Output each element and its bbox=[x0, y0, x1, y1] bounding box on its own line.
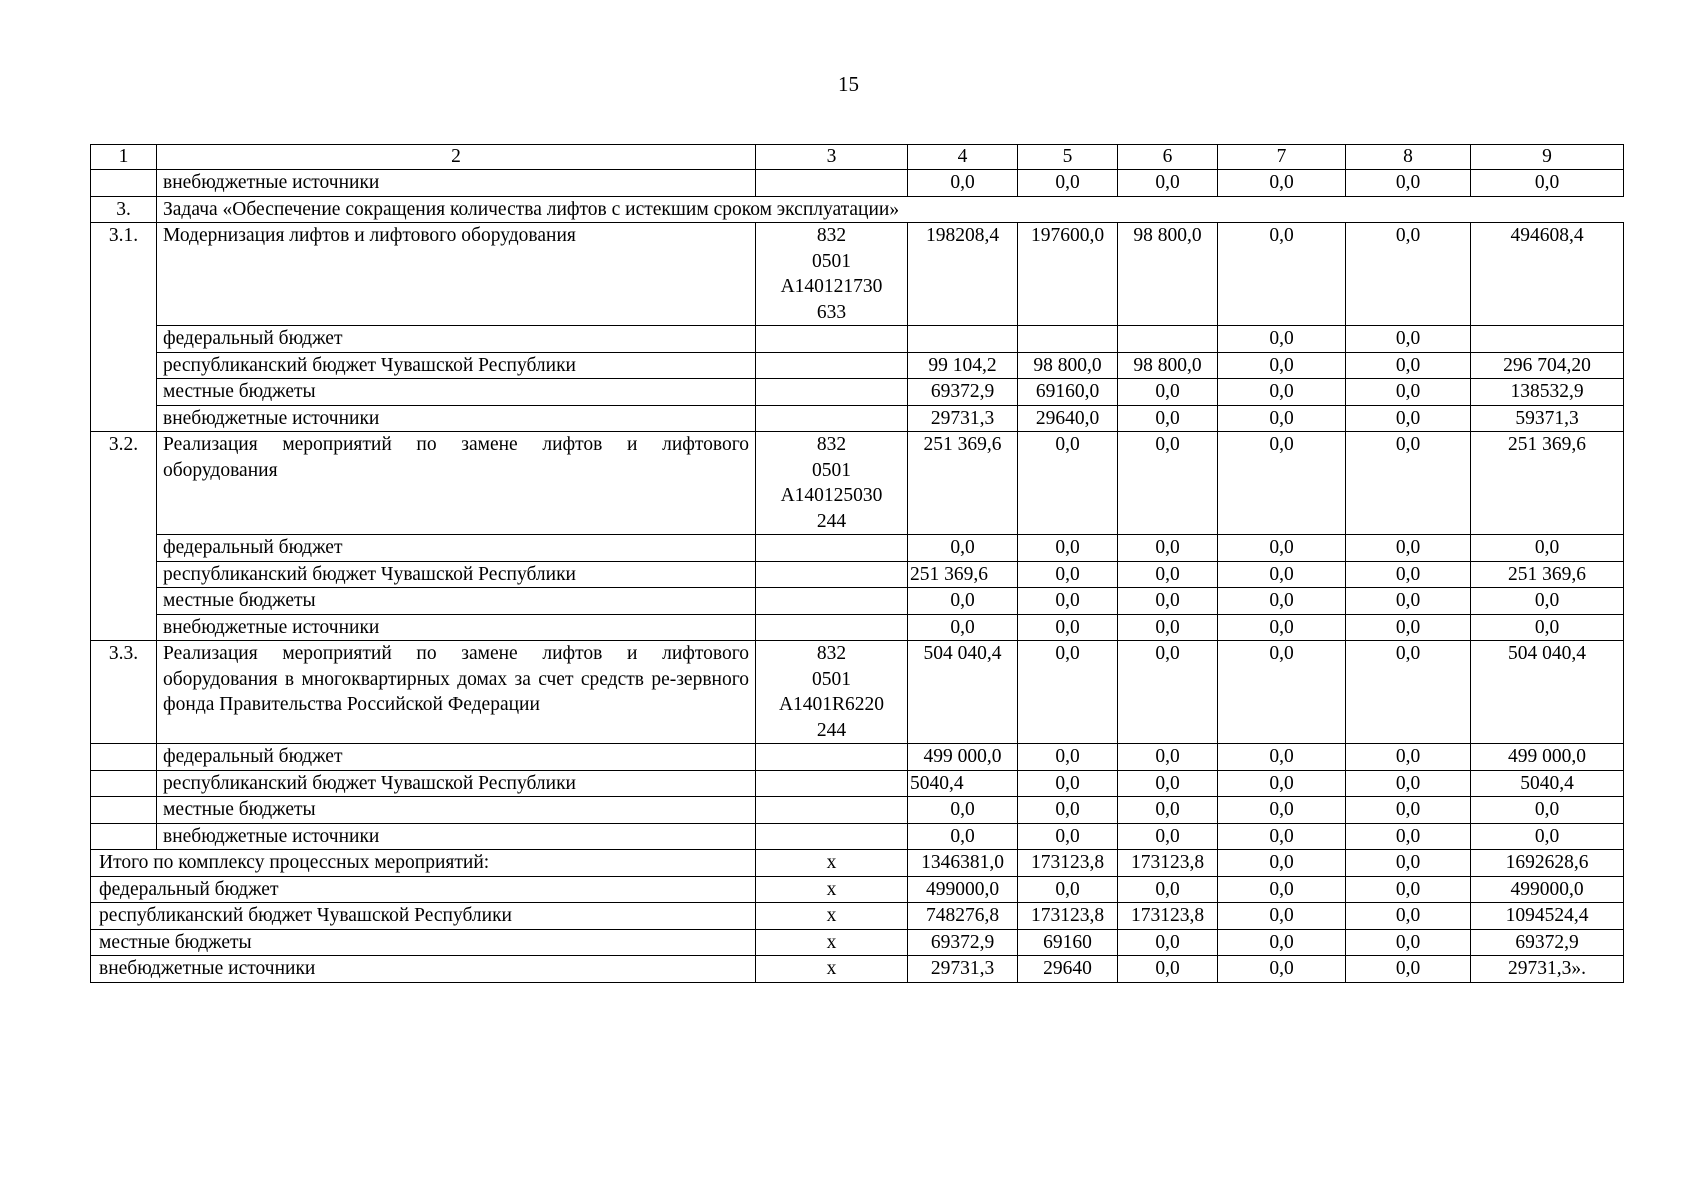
value-cell: 0,0 bbox=[1218, 929, 1346, 956]
value-cell: 0,0 bbox=[1018, 588, 1118, 615]
code-cell bbox=[756, 614, 908, 641]
value-cell: 0,0 bbox=[1118, 770, 1218, 797]
value-cell: 296 704,20 bbox=[1471, 352, 1624, 379]
value-cell: 0,0 bbox=[908, 614, 1018, 641]
value-cell: 0,0 bbox=[1218, 797, 1346, 824]
value-cell: 0,0 bbox=[1346, 326, 1471, 353]
value-cell: 0,0 bbox=[1118, 379, 1218, 406]
value-cell: 0,0 bbox=[908, 170, 1018, 197]
value-cell: 1094524,4 bbox=[1471, 903, 1624, 930]
task-title: Задача «Обеспечение сокращения количества лифтов с истекшим сроком эксплуатации» bbox=[157, 196, 1624, 223]
label-cell: местные бюджеты bbox=[157, 379, 756, 406]
value-cell: 29640 bbox=[1018, 956, 1118, 983]
label-cell: республиканский бюджет Чувашской Республики bbox=[157, 561, 756, 588]
value-cell: 173123,8 bbox=[1018, 850, 1118, 877]
value-cell: 0,0 bbox=[1346, 614, 1471, 641]
value-cell: 0,0 bbox=[1118, 535, 1218, 562]
value-cell: 0,0 bbox=[1018, 744, 1118, 771]
header-row bbox=[91, 145, 1624, 170]
value-cell: 0,0 bbox=[1346, 432, 1471, 535]
code-cell: х bbox=[756, 876, 908, 903]
value-cell: 251 369,6 bbox=[1471, 432, 1624, 535]
value-cell: 0,0 bbox=[1118, 956, 1218, 983]
value-cell: 0,0 bbox=[1471, 535, 1624, 562]
value-cell: 499 000,0 bbox=[1471, 744, 1624, 771]
value-cell bbox=[1018, 326, 1118, 353]
value-cell: 499 000,0 bbox=[908, 744, 1018, 771]
value-cell: 138532,9 bbox=[1471, 379, 1624, 406]
value-cell: 0,0 bbox=[1018, 641, 1118, 744]
code-cell: х bbox=[756, 903, 908, 930]
value-cell: 0,0 bbox=[1218, 850, 1346, 877]
label-cell: республиканский бюджет Чувашской Республики bbox=[157, 770, 756, 797]
table-row bbox=[91, 588, 1624, 615]
code-cell bbox=[756, 744, 908, 771]
value-cell: 69160 bbox=[1018, 929, 1118, 956]
header-cell: 7 bbox=[1218, 145, 1346, 170]
value-cell: 0,0 bbox=[1346, 876, 1471, 903]
measure-row bbox=[91, 641, 1624, 744]
header-cell: 3 bbox=[756, 145, 908, 170]
value-cell: 0,0 bbox=[1471, 588, 1624, 615]
value-cell: 499000,0 bbox=[1471, 876, 1624, 903]
num-cell bbox=[91, 797, 157, 824]
value-cell: 0,0 bbox=[1218, 405, 1346, 432]
value-cell: 0,0 bbox=[908, 535, 1018, 562]
value-cell: 198208,4 bbox=[908, 223, 1018, 326]
code-cell bbox=[756, 405, 908, 432]
label-cell: республиканский бюджет Чувашской Республики bbox=[157, 352, 756, 379]
value-cell: 0,0 bbox=[1218, 535, 1346, 562]
value-cell: 0,0 bbox=[1018, 823, 1118, 850]
value-cell: 0,0 bbox=[908, 823, 1018, 850]
value-cell: 0,0 bbox=[1118, 641, 1218, 744]
value-cell: 173123,8 bbox=[1018, 903, 1118, 930]
value-cell: 59371,3 bbox=[1471, 405, 1624, 432]
value-cell: 98 800,0 bbox=[1018, 352, 1118, 379]
code-cell bbox=[756, 326, 908, 353]
value-cell: 5040,4 bbox=[908, 770, 1018, 797]
measure-title: Реализация мероприятий по замене лифтов и лифтового оборудования bbox=[157, 432, 756, 535]
num-cell: 3. bbox=[91, 196, 157, 223]
value-cell: 0,0 bbox=[1346, 223, 1471, 326]
value-cell: 0,0 bbox=[1218, 352, 1346, 379]
value-cell: 0,0 bbox=[1346, 956, 1471, 983]
header-cell: 9 bbox=[1471, 145, 1624, 170]
label-cell: местные бюджеты bbox=[157, 797, 756, 824]
table-row bbox=[91, 326, 1624, 353]
num-cell bbox=[91, 170, 157, 197]
num-cell: 3.2. bbox=[91, 432, 157, 641]
code-cell bbox=[756, 535, 908, 562]
value-cell: 69372,9 bbox=[908, 929, 1018, 956]
value-cell: 29731,3 bbox=[908, 405, 1018, 432]
value-cell: 0,0 bbox=[1346, 850, 1471, 877]
table-row bbox=[91, 614, 1624, 641]
code-cell: х bbox=[756, 929, 908, 956]
value-cell: 0,0 bbox=[1346, 405, 1471, 432]
value-cell: 0,0 bbox=[1218, 588, 1346, 615]
value-cell bbox=[1471, 326, 1624, 353]
total-label: местные бюджеты bbox=[91, 929, 756, 956]
value-cell: 5040,4 bbox=[1471, 770, 1624, 797]
value-cell: 0,0 bbox=[1346, 561, 1471, 588]
label-cell: внебюджетные источники bbox=[157, 405, 756, 432]
value-cell: 0,0 bbox=[1018, 561, 1118, 588]
value-cell: 0,0 bbox=[1346, 797, 1471, 824]
value-cell: 98 800,0 bbox=[1118, 223, 1218, 326]
num-cell: 3.1. bbox=[91, 223, 157, 432]
value-cell: 0,0 bbox=[1018, 876, 1118, 903]
total-row bbox=[91, 876, 1624, 903]
label-cell: внебюджетные источники bbox=[157, 170, 756, 197]
total-row bbox=[91, 956, 1624, 983]
value-cell bbox=[1118, 326, 1218, 353]
code-cell: 832 0501 А1401R6220 244 bbox=[756, 641, 908, 744]
value-cell: 197600,0 bbox=[1018, 223, 1118, 326]
num-cell bbox=[91, 770, 157, 797]
total-label: республиканский бюджет Чувашской Республики bbox=[91, 903, 756, 930]
code-cell bbox=[756, 823, 908, 850]
table-row bbox=[91, 170, 1624, 197]
value-cell: 0,0 bbox=[1346, 929, 1471, 956]
measure-title: Реализация мероприятий по замене лифтов и лифтового оборудования в многоквартирных домах за счет средств ре-зервного фонда Правительства Российской Федерации bbox=[157, 641, 756, 744]
table-row bbox=[91, 379, 1624, 406]
header-cell: 6 bbox=[1118, 145, 1218, 170]
value-cell: 0,0 bbox=[1346, 903, 1471, 930]
value-cell: 0,0 bbox=[1218, 223, 1346, 326]
value-cell: 504 040,4 bbox=[1471, 641, 1624, 744]
table-row bbox=[91, 770, 1624, 797]
value-cell: 0,0 bbox=[1218, 744, 1346, 771]
value-cell bbox=[908, 326, 1018, 353]
table-row bbox=[91, 561, 1624, 588]
value-cell: 0,0 bbox=[1018, 535, 1118, 562]
code-cell: 832 0501 А140121730 633 bbox=[756, 223, 908, 326]
value-cell: 69372,9 bbox=[908, 379, 1018, 406]
header-cell: 5 bbox=[1018, 145, 1118, 170]
value-cell: 0,0 bbox=[1346, 641, 1471, 744]
value-cell: 494608,4 bbox=[1471, 223, 1624, 326]
value-cell: 0,0 bbox=[1118, 876, 1218, 903]
value-cell: 0,0 bbox=[1346, 744, 1471, 771]
value-cell: 0,0 bbox=[1118, 561, 1218, 588]
value-cell: 0,0 bbox=[1346, 823, 1471, 850]
value-cell: 0,0 bbox=[1471, 614, 1624, 641]
value-cell: 0,0 bbox=[1018, 170, 1118, 197]
total-row bbox=[91, 903, 1624, 930]
value-cell: 0,0 bbox=[1118, 744, 1218, 771]
value-cell: 29640,0 bbox=[1018, 405, 1118, 432]
value-cell: 0,0 bbox=[1471, 823, 1624, 850]
label-cell: федеральный бюджет bbox=[157, 326, 756, 353]
value-cell: 69160,0 bbox=[1018, 379, 1118, 406]
value-cell: 29731,3». bbox=[1471, 956, 1624, 983]
value-cell: 0,0 bbox=[1218, 379, 1346, 406]
code-cell bbox=[756, 588, 908, 615]
value-cell: 0,0 bbox=[1218, 614, 1346, 641]
label-cell: федеральный бюджет bbox=[157, 535, 756, 562]
value-cell: 0,0 bbox=[1218, 770, 1346, 797]
value-cell: 499000,0 bbox=[908, 876, 1018, 903]
code-cell: х bbox=[756, 956, 908, 983]
value-cell: 0,0 bbox=[908, 588, 1018, 615]
code-cell bbox=[756, 352, 908, 379]
value-cell: 251 369,6 bbox=[908, 432, 1018, 535]
value-cell: 173123,8 bbox=[1118, 850, 1218, 877]
measure-title: Модернизация лифтов и лифтового оборудования bbox=[157, 223, 756, 326]
total-row bbox=[91, 850, 1624, 877]
value-cell: 0,0 bbox=[1471, 797, 1624, 824]
header-cell: 2 bbox=[157, 145, 756, 170]
value-cell: 504 040,4 bbox=[908, 641, 1018, 744]
total-label: внебюджетные источники bbox=[91, 956, 756, 983]
task-row bbox=[91, 196, 1624, 223]
value-cell: 0,0 bbox=[1218, 561, 1346, 588]
value-cell: 0,0 bbox=[1118, 405, 1218, 432]
value-cell: 29731,3 bbox=[908, 956, 1018, 983]
header-cell: 4 bbox=[908, 145, 1018, 170]
budget-table bbox=[90, 144, 1624, 983]
value-cell: 0,0 bbox=[1018, 770, 1118, 797]
label-cell: внебюджетные источники bbox=[157, 614, 756, 641]
value-cell: 98 800,0 bbox=[1118, 352, 1218, 379]
label-cell: федеральный бюджет bbox=[157, 744, 756, 771]
table-row bbox=[91, 797, 1624, 824]
num-cell bbox=[91, 744, 157, 771]
code-cell bbox=[756, 379, 908, 406]
value-cell: 0,0 bbox=[1346, 170, 1471, 197]
value-cell: 0,0 bbox=[1118, 614, 1218, 641]
header-cell: 1 bbox=[91, 145, 157, 170]
value-cell: 0,0 bbox=[1218, 903, 1346, 930]
value-cell: 748276,8 bbox=[908, 903, 1018, 930]
value-cell: 69372,9 bbox=[1471, 929, 1624, 956]
table-row bbox=[91, 535, 1624, 562]
value-cell: 0,0 bbox=[1218, 170, 1346, 197]
label-cell: внебюджетные источники bbox=[157, 823, 756, 850]
code-cell: х bbox=[756, 850, 908, 877]
num-cell bbox=[91, 823, 157, 850]
value-cell: 0,0 bbox=[1346, 352, 1471, 379]
code-cell bbox=[756, 797, 908, 824]
value-cell: 0,0 bbox=[1218, 876, 1346, 903]
header-cell: 8 bbox=[1346, 145, 1471, 170]
value-cell: 0,0 bbox=[1018, 797, 1118, 824]
code-cell bbox=[756, 170, 908, 197]
total-row bbox=[91, 929, 1624, 956]
value-cell: 0,0 bbox=[1346, 770, 1471, 797]
value-cell: 0,0 bbox=[1118, 170, 1218, 197]
table-row bbox=[91, 352, 1624, 379]
label-cell: местные бюджеты bbox=[157, 588, 756, 615]
value-cell: 0,0 bbox=[1346, 588, 1471, 615]
table-row bbox=[91, 823, 1624, 850]
value-cell: 0,0 bbox=[1346, 379, 1471, 406]
total-label: федеральный бюджет bbox=[91, 876, 756, 903]
value-cell: 0,0 bbox=[1346, 535, 1471, 562]
value-cell: 0,0 bbox=[1218, 823, 1346, 850]
measure-row bbox=[91, 223, 1624, 326]
value-cell: 0,0 bbox=[1118, 929, 1218, 956]
value-cell: 0,0 bbox=[1218, 432, 1346, 535]
value-cell: 0,0 bbox=[1218, 326, 1346, 353]
value-cell: 0,0 bbox=[1118, 432, 1218, 535]
value-cell: 0,0 bbox=[1018, 614, 1118, 641]
value-cell: 251 369,6 bbox=[1471, 561, 1624, 588]
value-cell: 0,0 bbox=[1471, 170, 1624, 197]
value-cell: 1692628,6 bbox=[1471, 850, 1624, 877]
code-cell: 832 0501 А140125030 244 bbox=[756, 432, 908, 535]
value-cell: 1346381,0 bbox=[908, 850, 1018, 877]
value-cell: 0,0 bbox=[1118, 588, 1218, 615]
value-cell: 251 369,6 bbox=[908, 561, 1018, 588]
table-row bbox=[91, 405, 1624, 432]
page-number: 15 bbox=[838, 72, 859, 96]
measure-row bbox=[91, 432, 1624, 535]
code-cell bbox=[756, 561, 908, 588]
num-cell: 3.3. bbox=[91, 641, 157, 744]
value-cell: 0,0 bbox=[1218, 641, 1346, 744]
total-label: Итого по комплексу процессных мероприятий: bbox=[91, 850, 756, 877]
value-cell: 0,0 bbox=[1218, 956, 1346, 983]
value-cell: 173123,8 bbox=[1118, 903, 1218, 930]
value-cell: 0,0 bbox=[1118, 823, 1218, 850]
table-row bbox=[91, 744, 1624, 771]
value-cell: 99 104,2 bbox=[908, 352, 1018, 379]
value-cell: 0,0 bbox=[1118, 797, 1218, 824]
value-cell: 0,0 bbox=[908, 797, 1018, 824]
code-cell bbox=[756, 770, 908, 797]
value-cell: 0,0 bbox=[1018, 432, 1118, 535]
